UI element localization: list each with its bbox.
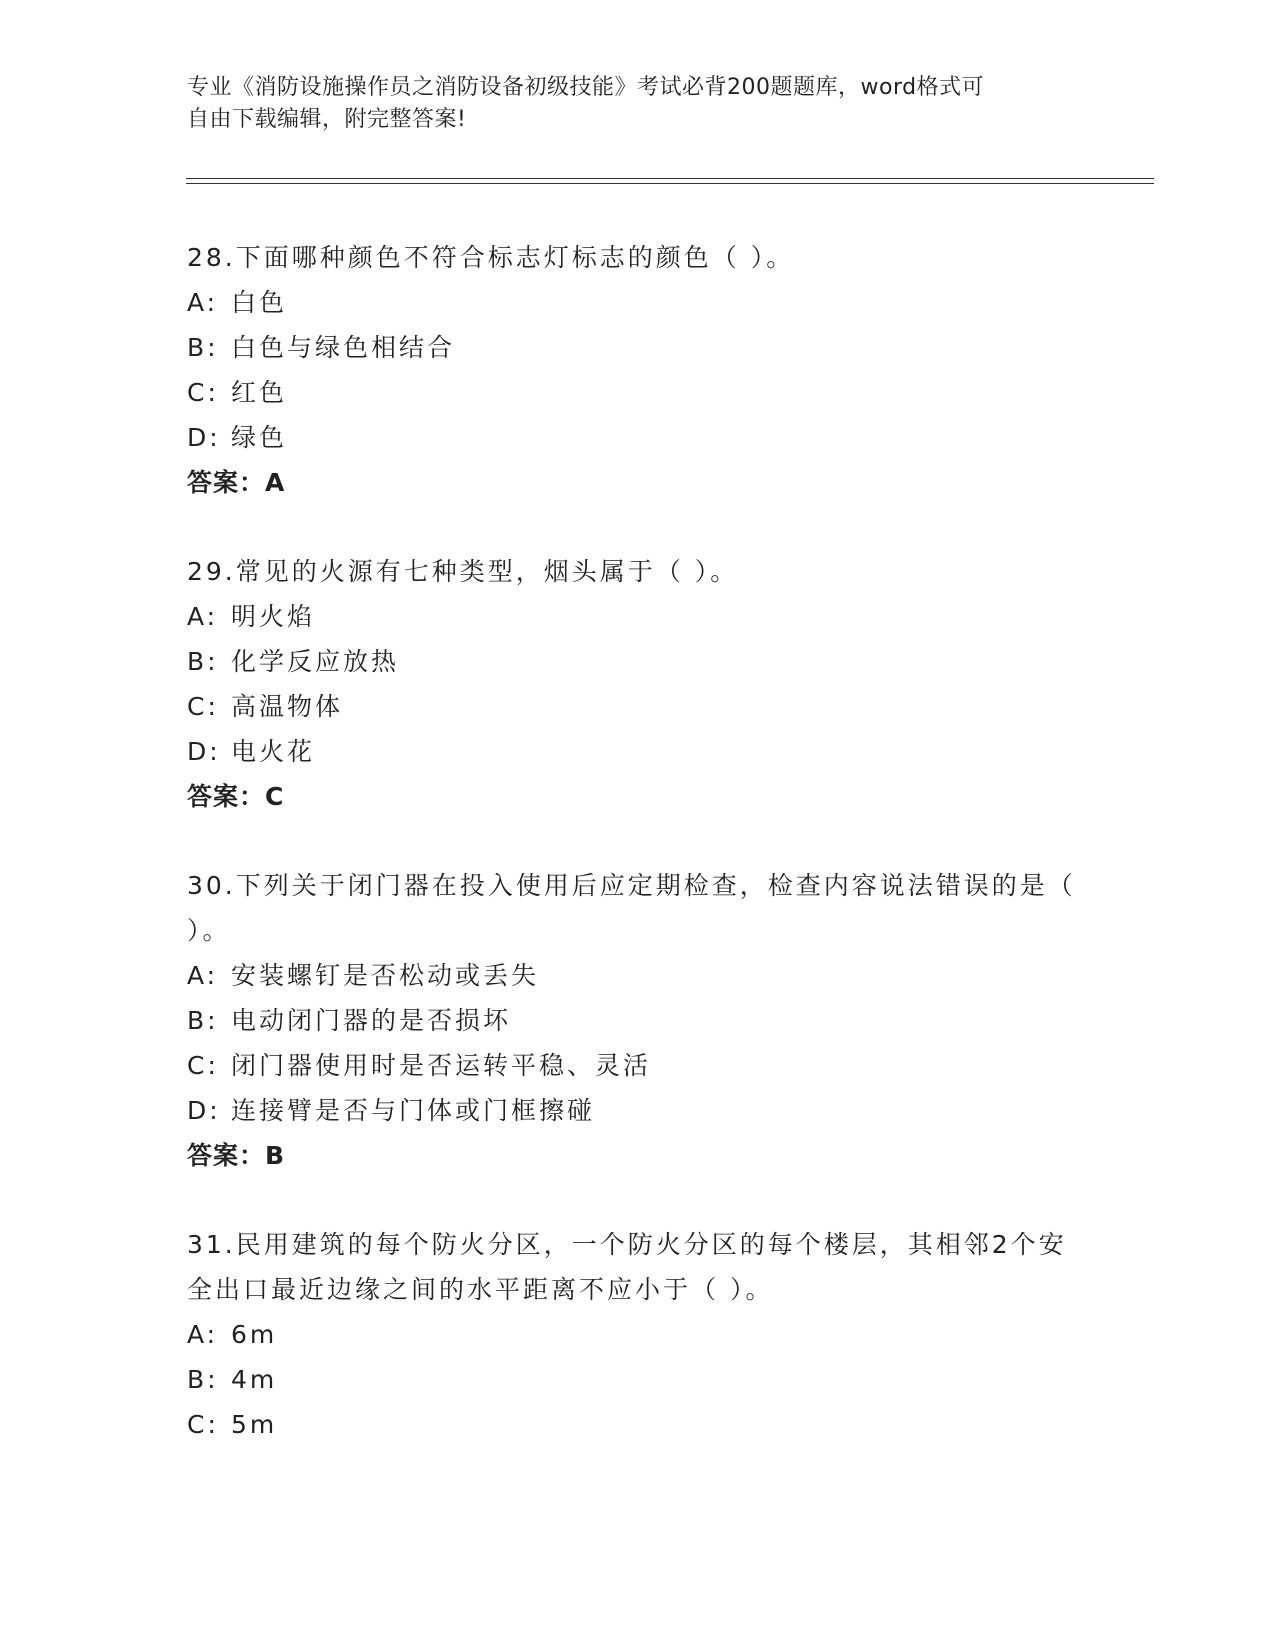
option-text: 电动闭门器的是否损坏 bbox=[231, 1006, 512, 1035]
option-text: 6m bbox=[231, 1320, 278, 1349]
option-key: B: bbox=[187, 647, 219, 676]
question-31 bbox=[187, 1222, 1087, 1447]
question-stem: 31.民用建筑的每个防火分区，一个防火分区的每个楼层，其相邻2个安全出口最近边缘之间的水平距离不应小于（ ）。 bbox=[187, 1230, 1067, 1304]
question-30 bbox=[187, 863, 1087, 1178]
option-c bbox=[187, 684, 1087, 729]
option-key: B: bbox=[187, 333, 219, 362]
option-key: A: bbox=[187, 602, 219, 631]
option-key: C: bbox=[187, 1410, 219, 1439]
option-b bbox=[187, 325, 1087, 370]
answer-label: 答案：C bbox=[187, 782, 285, 811]
option-text: 连接臂是否与门体或门框擦碰 bbox=[231, 1096, 596, 1125]
option-text: 白色与绿色相结合 bbox=[231, 333, 456, 362]
option-text: 红色 bbox=[231, 378, 288, 407]
option-text: 安装螺钉是否松动或丢失 bbox=[231, 961, 540, 990]
option-c bbox=[187, 1043, 1087, 1088]
question-stem: 29.常见的火源有七种类型，烟头属于（ ）。 bbox=[187, 557, 739, 586]
option-a bbox=[187, 594, 1087, 639]
option-key: B: bbox=[187, 1365, 219, 1394]
option-text: 4m bbox=[231, 1365, 278, 1394]
option-c bbox=[187, 1402, 1087, 1447]
option-d bbox=[187, 729, 1087, 774]
option-d bbox=[187, 1088, 1087, 1133]
option-text: 明火焰 bbox=[231, 602, 316, 631]
question-list bbox=[187, 235, 1087, 1491]
option-a bbox=[187, 280, 1087, 325]
header-line-1: 专业《消防设施操作员之消防设备初级技能》考试必背200题题库，word格式可 bbox=[187, 75, 985, 100]
question-stem: 28.下面哪种颜色不符合标志灯标志的颜色（ ）。 bbox=[187, 243, 795, 272]
option-key: C: bbox=[187, 378, 219, 407]
option-text: 高温物体 bbox=[231, 692, 344, 721]
header-line-2: 自由下载编辑，附完整答案! bbox=[187, 107, 467, 132]
option-key: A: bbox=[187, 961, 219, 990]
option-key: C: bbox=[187, 692, 219, 721]
question-stem: 30.下列关于闭门器在投入使用后应定期检查，检查内容说法错误的是（ ）。 bbox=[187, 871, 1076, 945]
option-text: 电火花 bbox=[231, 737, 316, 766]
option-text: 绿色 bbox=[231, 423, 288, 452]
option-key: D: bbox=[187, 1096, 221, 1125]
option-key: D: bbox=[187, 737, 221, 766]
answer-label: 答案：A bbox=[187, 468, 286, 497]
option-b bbox=[187, 998, 1087, 1043]
question-28 bbox=[187, 235, 1087, 505]
option-key: A: bbox=[187, 1320, 219, 1349]
question-29 bbox=[187, 549, 1087, 819]
option-a bbox=[187, 1312, 1087, 1357]
answer-label: 答案：B bbox=[187, 1141, 286, 1170]
option-key: B: bbox=[187, 1006, 219, 1035]
option-c bbox=[187, 370, 1087, 415]
option-b bbox=[187, 639, 1087, 684]
option-key: D: bbox=[187, 423, 221, 452]
option-b bbox=[187, 1357, 1087, 1402]
option-text: 化学反应放热 bbox=[231, 647, 400, 676]
option-text: 5m bbox=[231, 1410, 278, 1439]
option-a bbox=[187, 953, 1087, 998]
option-key: C: bbox=[187, 1051, 219, 1080]
document-header bbox=[187, 72, 1067, 136]
option-key: A: bbox=[187, 288, 219, 317]
option-d bbox=[187, 415, 1087, 460]
option-text: 白色 bbox=[231, 288, 288, 317]
header-divider bbox=[186, 178, 1154, 184]
option-text: 闭门器使用时是否运转平稳、灵活 bbox=[231, 1051, 652, 1080]
